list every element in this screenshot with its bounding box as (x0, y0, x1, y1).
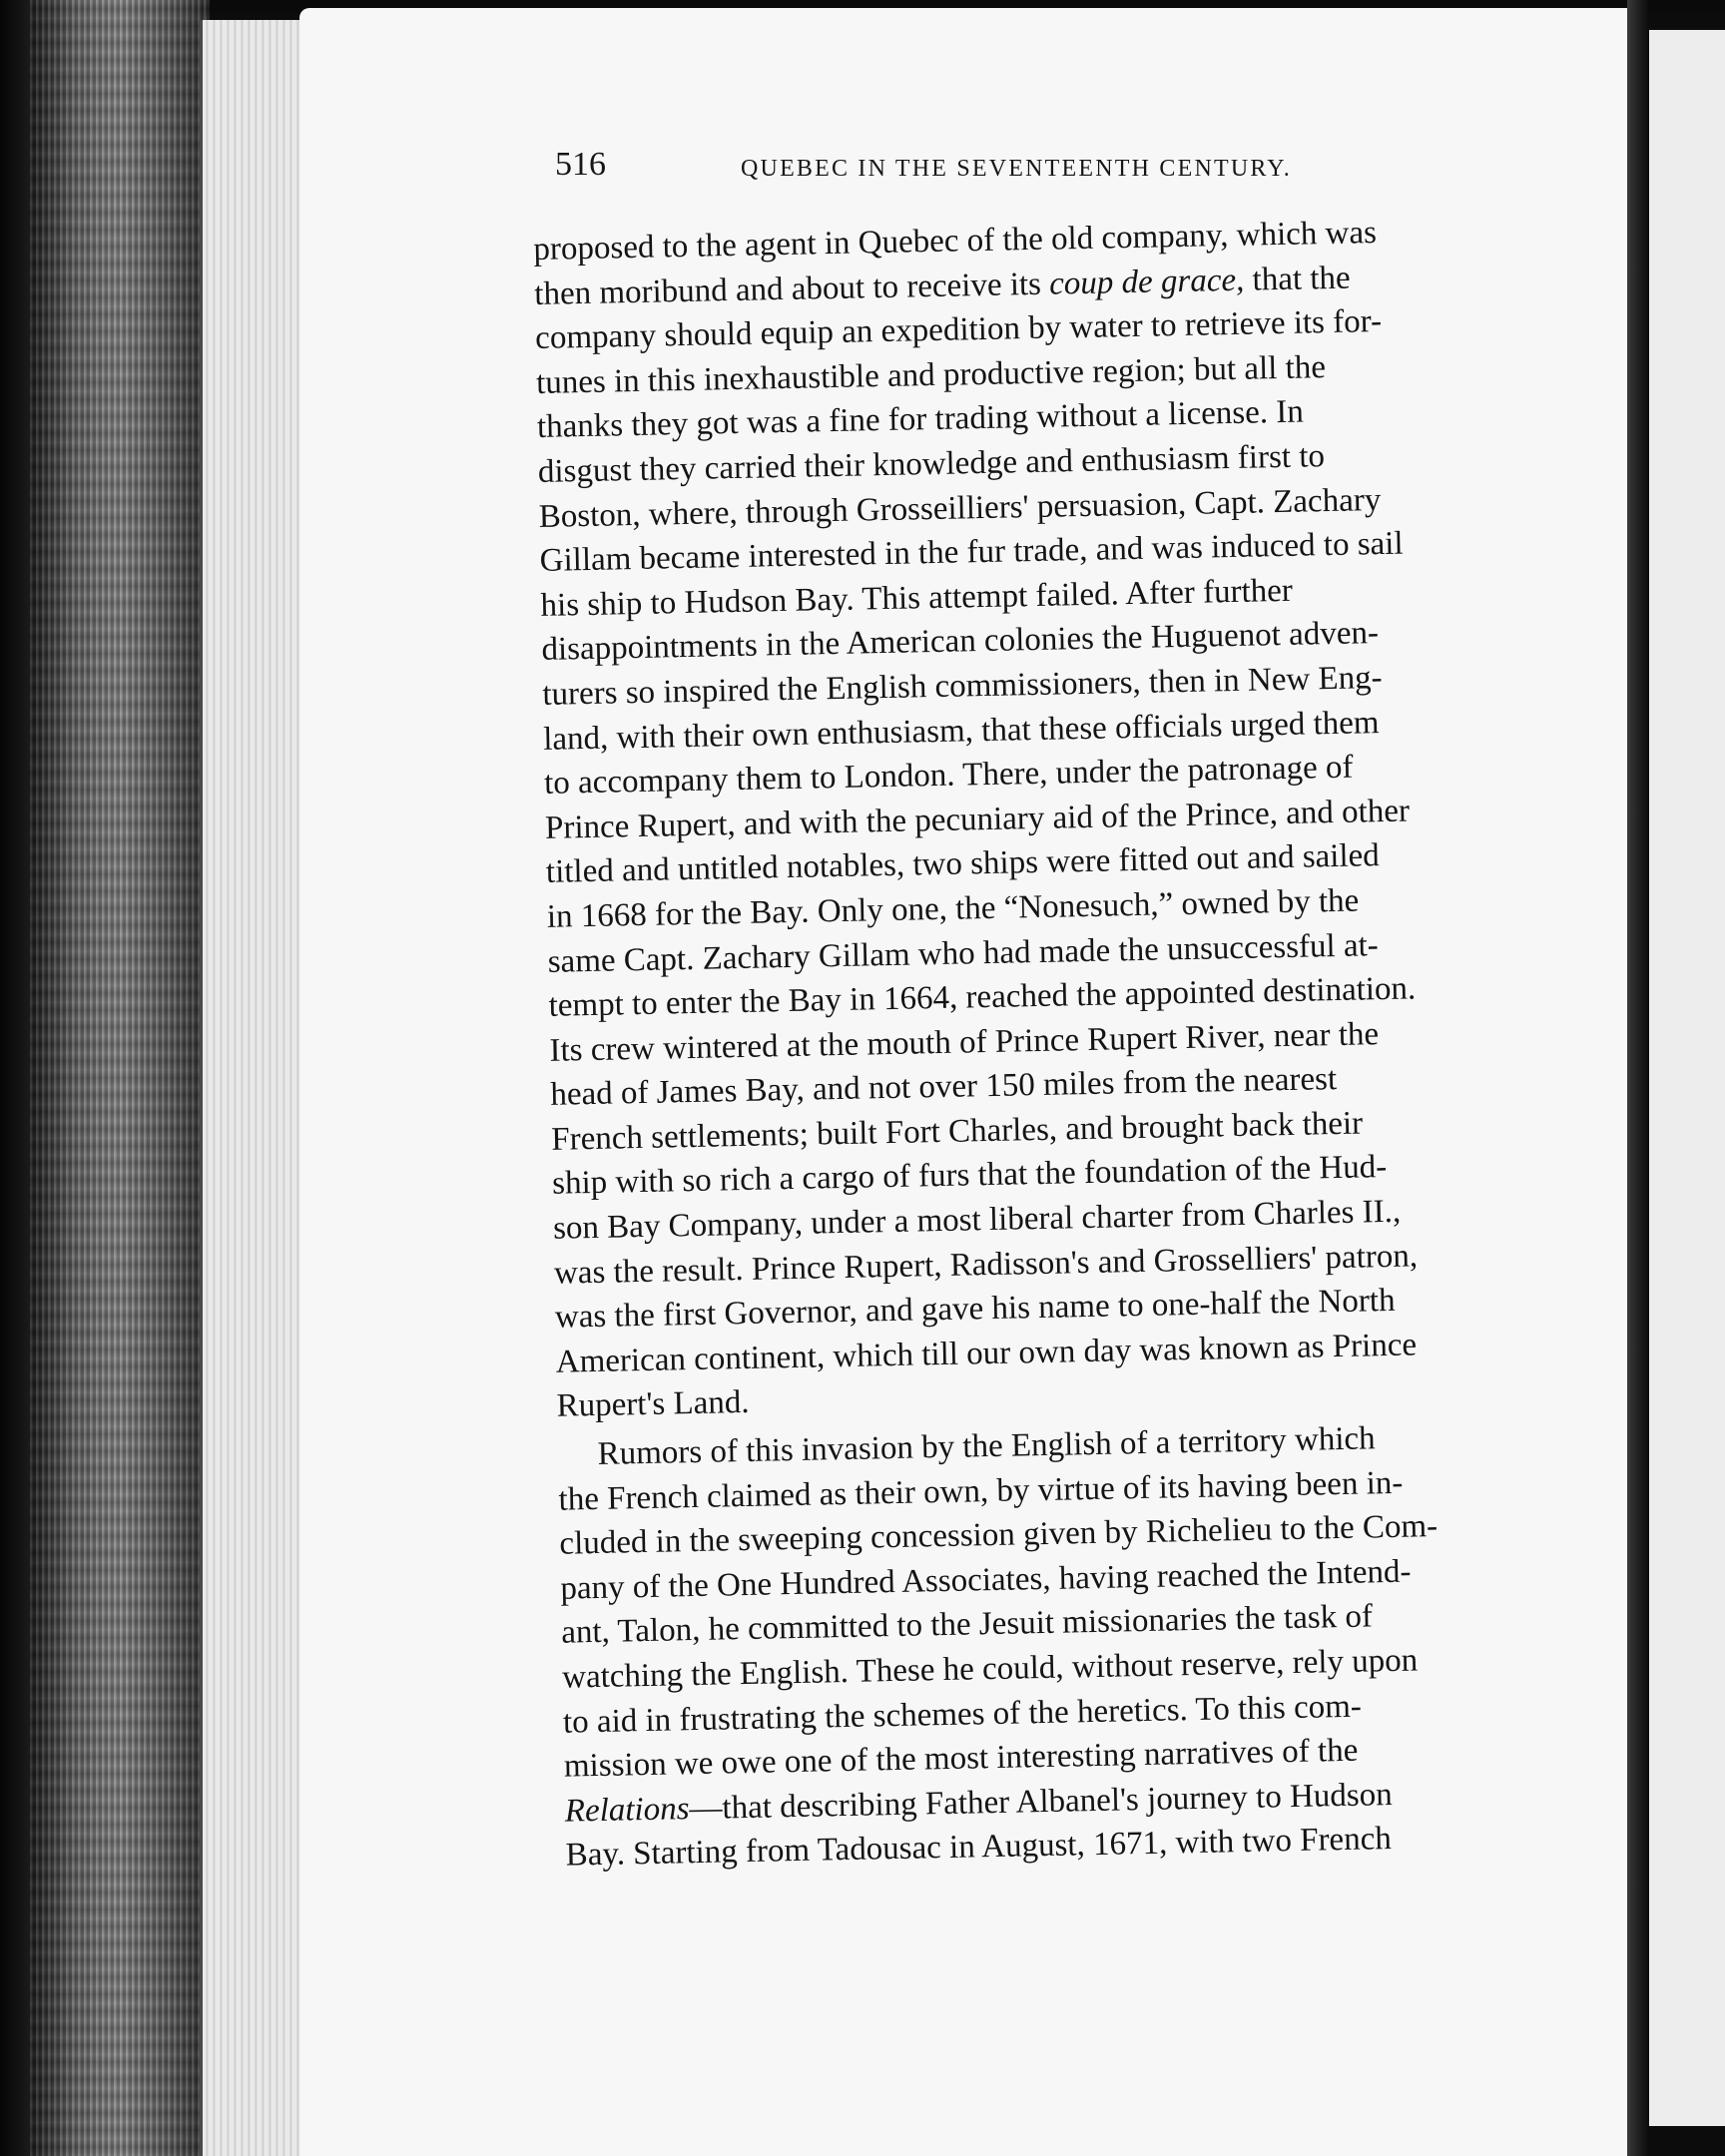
text-line: disgust they carried their knowledge and enthusiasm first to (537, 438, 1326, 490)
text-line: watching the English. These he could, without reserve, rely upon (561, 1642, 1419, 1696)
text-line: mission we owe one of the most interesting narratives of the (563, 1732, 1359, 1785)
text-line: cluded in the sweeping concession given by Richelieu to the Com- (559, 1508, 1438, 1562)
text-line: ship with so rich a cargo of furs that the foundation of the Hud- (551, 1149, 1388, 1203)
paragraph-1 (533, 208, 1553, 1429)
text-line: to accompany them to London. There, under the patronage of (543, 749, 1354, 803)
text-line: tunes in this inexhaustible and productive region; but all the (535, 348, 1327, 401)
italic-phrase: Relations (564, 1790, 690, 1830)
text-line: was the first Governor, and gave his name to one-half the North (554, 1283, 1396, 1337)
text-line: pany of the One Hundred Associates, having reached the Intend- (560, 1553, 1412, 1607)
text-line: ant, Talon, he committed to the Jesuit missionaries the task of (560, 1598, 1374, 1652)
text-line: to aid in frustrating the schemes of the heretics. To this com- (562, 1688, 1363, 1741)
text-line: titled and untitled notables, two ships were fitted out and sailed (545, 837, 1381, 891)
text-line: Gillam became interested in the fur trade, and was induced to sail (539, 525, 1404, 580)
text-line: Rumors of this invasion by the English of a territory which (597, 1420, 1376, 1472)
text-line: Relations—that describing Father Albanel's journey to Hudson (564, 1776, 1394, 1830)
page-block-edges (200, 20, 312, 2156)
text-line: disappointments in the American colonies the Huguenot adven- (541, 615, 1380, 669)
body-text (533, 208, 1562, 1879)
text-line: son Bay Company, under a most liberal charter from Charles II., (552, 1193, 1402, 1247)
text-line: turers so inspired the English commissioners, then in New Eng- (542, 659, 1383, 713)
text-line: Prince Rupert, and with the pecuniary aid of the Prince, and other (544, 793, 1411, 846)
text-line: was the result. Prince Rupert, Radisson's and Grosselliers' patron, (553, 1238, 1419, 1292)
text-line: in 1668 for the Bay. Only one, the “Nonesuch,” owned by the (546, 882, 1360, 935)
gutter-shadow (1627, 0, 1649, 2156)
text-line: tempt to enter the Bay in 1664, reached the appointed destination. (548, 970, 1417, 1024)
text-line: the French claimed as their own, by virtue of its having been in- (558, 1464, 1404, 1518)
italic-phrase: coup de grace, (1048, 262, 1245, 302)
text-line: French settlements; built Fort Charles, and brought back their (550, 1105, 1364, 1158)
book-fore-edge (30, 0, 210, 2156)
text-line: Rupert's Land. (556, 1384, 750, 1425)
text-line: Boston, where, through Grosseilliers' persuasion, Capt. Zachary (538, 481, 1382, 535)
text-line: land, with their own enthusiasm, that these officials urged them (542, 704, 1380, 758)
text-line: Its crew wintered at the mouth of Prince Rupert River, near the (549, 1015, 1380, 1069)
text-line: same Capt. Zachary Gillam who had made the unsuccessful at- (547, 926, 1380, 980)
text-line: then moribund and about to receive its coup de grace, that the (533, 260, 1351, 312)
running-title: QUEBEC IN THE SEVENTEENTH CENTURY. (741, 156, 1292, 182)
text-line: Bay. Starting from Tadousac in August, 1671, with two French (565, 1821, 1393, 1875)
text-line: thanks they got was a fine for trading without a license. In (536, 393, 1305, 446)
page-number: 516 (555, 146, 606, 183)
text-line: his ship to Hudson Bay. This attempt failed. After further (540, 572, 1294, 624)
text-line: head of James Bay, and not over 150 miles from the nearest (550, 1061, 1338, 1114)
text-line: American continent, which till our own day was known as Prince (555, 1327, 1418, 1380)
text-line: proposed to the agent in Quebec of the old company, which was (533, 215, 1378, 268)
paragraph-2 (557, 1413, 1562, 1879)
facing-page-edge (1649, 30, 1725, 2126)
text-line: company should equip an expedition by water to retrieve its for- (534, 303, 1383, 357)
